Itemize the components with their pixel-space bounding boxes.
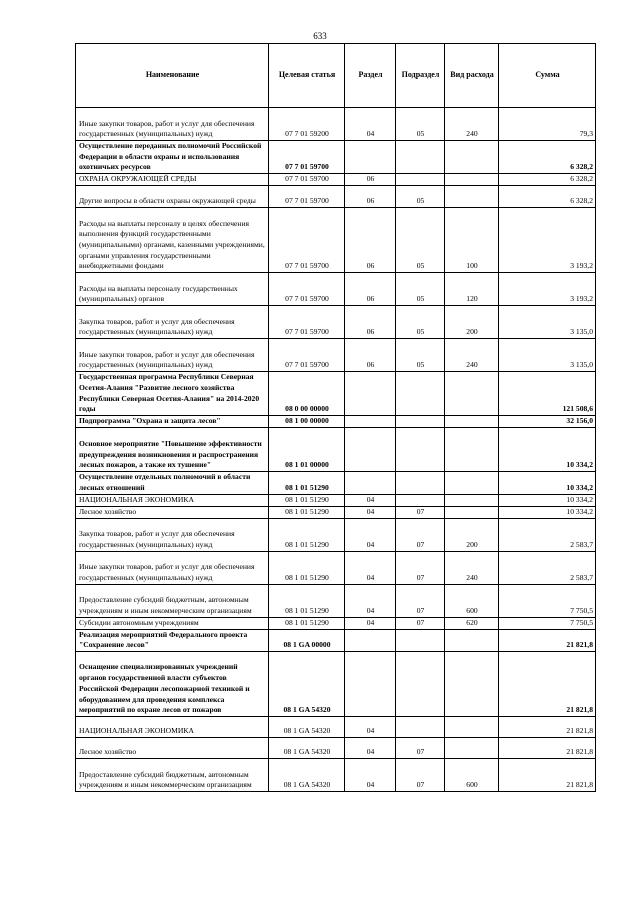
row-sum: 32 156,0: [499, 416, 596, 428]
row-expense-type: [445, 428, 499, 472]
row-section: [345, 141, 396, 174]
row-section: [345, 472, 396, 494]
row-expense-type: 600: [445, 758, 499, 791]
row-section: 04: [345, 506, 396, 518]
row-subsection: 07: [396, 584, 445, 617]
row-sum: 2 583,7: [499, 551, 596, 584]
row-target-article: 07 7 01 59700: [269, 306, 345, 339]
row-target-article: 07 7 01 59700: [269, 208, 345, 273]
row-section: 06: [345, 306, 396, 339]
row-expense-type: 100: [445, 208, 499, 273]
table-row: [76, 617, 596, 629]
table-row: [76, 141, 596, 174]
row-subsection: 07: [396, 737, 445, 758]
header-subsection: Подраздел: [396, 44, 445, 108]
table-row: [76, 494, 596, 506]
row-section: 04: [345, 617, 396, 629]
row-name: НАЦИОНАЛЬНАЯ ЭКОНОМИКА: [76, 716, 269, 737]
row-section: 06: [345, 174, 396, 186]
row-subsection: [396, 494, 445, 506]
row-target-article: 08 1 01 51290: [269, 506, 345, 518]
table-row: [76, 428, 596, 472]
row-name: Основное мероприятие "Повышение эффективности предупреждения возникновения и распространения лесных пожаров, а также их тушение": [76, 428, 269, 472]
row-subsection: 05: [396, 273, 445, 306]
row-expense-type: 620: [445, 617, 499, 629]
row-expense-type: 240: [445, 551, 499, 584]
row-sum: 10 334,2: [499, 428, 596, 472]
table-row: [76, 416, 596, 428]
table-row: [76, 108, 596, 141]
row-subsection: 07: [396, 617, 445, 629]
row-expense-type: [445, 416, 499, 428]
row-subsection: [396, 651, 445, 716]
row-expense-type: 200: [445, 518, 499, 551]
row-name: Иные закупки товаров, работ и услуг для обеспечения государственных (муниципальных) нужд: [76, 339, 269, 372]
row-name: Лесное хозяйство: [76, 506, 269, 518]
row-expense-type: [445, 629, 499, 651]
table-row: [76, 651, 596, 716]
row-sum: 121 508,6: [499, 372, 596, 416]
row-target-article: 08 1 01 51290: [269, 518, 345, 551]
row-target-article: 08 1 GA 54320: [269, 737, 345, 758]
row-name: Субсидии автономным учреждениям: [76, 617, 269, 629]
row-target-article: 08 1 GA 54320: [269, 758, 345, 791]
table-row: [76, 758, 596, 791]
row-subsection: 05: [396, 339, 445, 372]
table-row: [76, 716, 596, 737]
row-sum: 3 193,2: [499, 273, 596, 306]
header-target-article: Целевая статья: [269, 44, 345, 108]
row-name: Предоставление субсидий бюджетным, автономным учреждениям и иным некоммерческим организациям: [76, 584, 269, 617]
row-target-article: 08 1 01 51290: [269, 584, 345, 617]
row-subsection: 07: [396, 506, 445, 518]
row-expense-type: [445, 494, 499, 506]
row-name: Лесное хозяйство: [76, 737, 269, 758]
row-target-article: 08 1 GA 54320: [269, 716, 345, 737]
row-target-article: 08 0 00 00000: [269, 372, 345, 416]
row-target-article: 08 1 01 51290: [269, 617, 345, 629]
row-sum: 3 193,2: [499, 208, 596, 273]
table-row: [76, 629, 596, 651]
table-row: [76, 551, 596, 584]
table-row: [76, 174, 596, 186]
row-sum: 10 334,2: [499, 506, 596, 518]
row-sum: 7 750,5: [499, 584, 596, 617]
row-subsection: [396, 629, 445, 651]
row-section: 04: [345, 108, 396, 141]
row-target-article: 08 1 01 00000: [269, 428, 345, 472]
row-sum: 3 135,0: [499, 306, 596, 339]
row-subsection: 07: [396, 518, 445, 551]
row-section: 04: [345, 758, 396, 791]
row-target-article: 07 7 01 59700: [269, 174, 345, 186]
row-subsection: [396, 372, 445, 416]
row-subsection: 05: [396, 186, 445, 208]
table-header-row: [76, 44, 596, 108]
row-subsection: [396, 472, 445, 494]
row-section: 04: [345, 518, 396, 551]
row-expense-type: [445, 737, 499, 758]
row-target-article: 08 1 01 51290: [269, 472, 345, 494]
row-expense-type: [445, 141, 499, 174]
row-sum: 6 328,2: [499, 174, 596, 186]
row-sum: 3 135,0: [499, 339, 596, 372]
row-section: 04: [345, 584, 396, 617]
row-name: Иные закупки товаров, работ и услуг для обеспечения государственных (муниципальных) нужд: [76, 551, 269, 584]
row-sum: 7 750,5: [499, 617, 596, 629]
row-section: 06: [345, 186, 396, 208]
table-row: [76, 584, 596, 617]
table-row: [76, 339, 596, 372]
row-name: Другие вопросы в области охраны окружающей среды: [76, 186, 269, 208]
row-name: Иные закупки товаров, работ и услуг для обеспечения государственных (муниципальных) нужд: [76, 108, 269, 141]
row-section: [345, 372, 396, 416]
row-section: [345, 428, 396, 472]
row-name: НАЦИОНАЛЬНАЯ ЭКОНОМИКА: [76, 494, 269, 506]
table-row: [76, 208, 596, 273]
row-name: Осуществление отдельных полномочий в области лесных отношений: [76, 472, 269, 494]
row-name: Реализация мероприятий Федерального проекта "Сохранение лесов": [76, 629, 269, 651]
table-row: [76, 306, 596, 339]
row-section: 04: [345, 716, 396, 737]
row-sum: 21 821,8: [499, 629, 596, 651]
table-row: [76, 372, 596, 416]
row-sum: 21 821,8: [499, 716, 596, 737]
row-section: [345, 416, 396, 428]
row-name: Предоставление субсидий бюджетным, автономным учреждениям и иным некоммерческим организациям: [76, 758, 269, 791]
row-target-article: 08 1 00 00000: [269, 416, 345, 428]
row-subsection: 05: [396, 208, 445, 273]
row-expense-type: [445, 174, 499, 186]
row-expense-type: [445, 506, 499, 518]
page-number: 633: [313, 31, 327, 41]
row-sum: 10 334,2: [499, 494, 596, 506]
row-target-article: 08 1 GA 54320: [269, 651, 345, 716]
row-name: Государственная программа Республики Северная Осетия-Алания "Развитие лесного хозяйства Республики Северная Осетия-Алания" на 2014-2020 годы: [76, 372, 269, 416]
table-row: [76, 186, 596, 208]
row-subsection: [396, 716, 445, 737]
row-subsection: 07: [396, 758, 445, 791]
table-row: [76, 506, 596, 518]
row-expense-type: [445, 716, 499, 737]
row-subsection: [396, 416, 445, 428]
row-section: 06: [345, 208, 396, 273]
row-sum: 21 821,8: [499, 758, 596, 791]
header-sum: Сумма: [499, 44, 596, 108]
row-expense-type: 240: [445, 339, 499, 372]
row-name: ОХРАНА ОКРУЖАЮЩЕЙ СРЕДЫ: [76, 174, 269, 186]
budget-table: [75, 43, 596, 792]
table-row: [76, 737, 596, 758]
row-target-article: 07 7 01 59700: [269, 186, 345, 208]
row-subsection: 07: [396, 551, 445, 584]
row-name: Подпрограмма "Охрана и защита лесов": [76, 416, 269, 428]
row-section: 04: [345, 494, 396, 506]
row-expense-type: [445, 372, 499, 416]
row-subsection: [396, 428, 445, 472]
table-row: [76, 472, 596, 494]
row-section: [345, 651, 396, 716]
row-sum: 2 583,7: [499, 518, 596, 551]
row-target-article: 07 7 01 59700: [269, 141, 345, 174]
row-target-article: 08 1 GA 00000: [269, 629, 345, 651]
row-expense-type: [445, 472, 499, 494]
row-section: 06: [345, 339, 396, 372]
row-sum: 6 328,2: [499, 141, 596, 174]
row-section: [345, 629, 396, 651]
row-sum: 21 821,8: [499, 737, 596, 758]
row-expense-type: 600: [445, 584, 499, 617]
row-target-article: 07 7 01 59200: [269, 108, 345, 141]
row-name: Оснащение специализированных учреждений органов государственной власти субъектов Российской Федерации лесопожарной техникой и оборудованием для проведения комплекса мероприятий по охране лесов от пожаров: [76, 651, 269, 716]
table-row: [76, 518, 596, 551]
row-section: 06: [345, 273, 396, 306]
row-name: Расходы на выплаты персоналу в целях обеспечения выполнения функций государственными (муниципальными) органами, казенными учреждениями, органами управления государственными внебюджетными фондами: [76, 208, 269, 273]
row-target-article: 07 7 01 59700: [269, 273, 345, 306]
row-sum: 79,3: [499, 108, 596, 141]
header-expense-type: Вид расхода: [445, 44, 499, 108]
header-name: Наименование: [76, 44, 269, 108]
row-section: 04: [345, 551, 396, 584]
table-row: [76, 273, 596, 306]
row-sum: 10 334,2: [499, 472, 596, 494]
row-target-article: 08 1 01 51290: [269, 551, 345, 584]
row-subsection: 05: [396, 108, 445, 141]
row-expense-type: [445, 651, 499, 716]
row-expense-type: 240: [445, 108, 499, 141]
row-expense-type: 120: [445, 273, 499, 306]
row-section: 04: [345, 737, 396, 758]
row-name: Закупка товаров, работ и услуг для обеспечения государственных (муниципальных) нужд: [76, 306, 269, 339]
row-subsection: [396, 174, 445, 186]
row-subsection: [396, 141, 445, 174]
table-body: [76, 108, 596, 792]
row-name: Осуществление переданных полномочий Российской Федерации в области охраны и использования охотничьих ресурсов: [76, 141, 269, 174]
row-name: Закупка товаров, работ и услуг для обеспечения государственных (муниципальных) нужд: [76, 518, 269, 551]
row-sum: 21 821,8: [499, 651, 596, 716]
header-section: Раздел: [345, 44, 396, 108]
row-expense-type: [445, 186, 499, 208]
row-sum: 6 328,2: [499, 186, 596, 208]
row-target-article: 08 1 01 51290: [269, 494, 345, 506]
row-expense-type: 200: [445, 306, 499, 339]
row-name: Расходы на выплаты персоналу государственных (муниципальных) органов: [76, 273, 269, 306]
row-target-article: 07 7 01 59700: [269, 339, 345, 372]
row-subsection: 05: [396, 306, 445, 339]
